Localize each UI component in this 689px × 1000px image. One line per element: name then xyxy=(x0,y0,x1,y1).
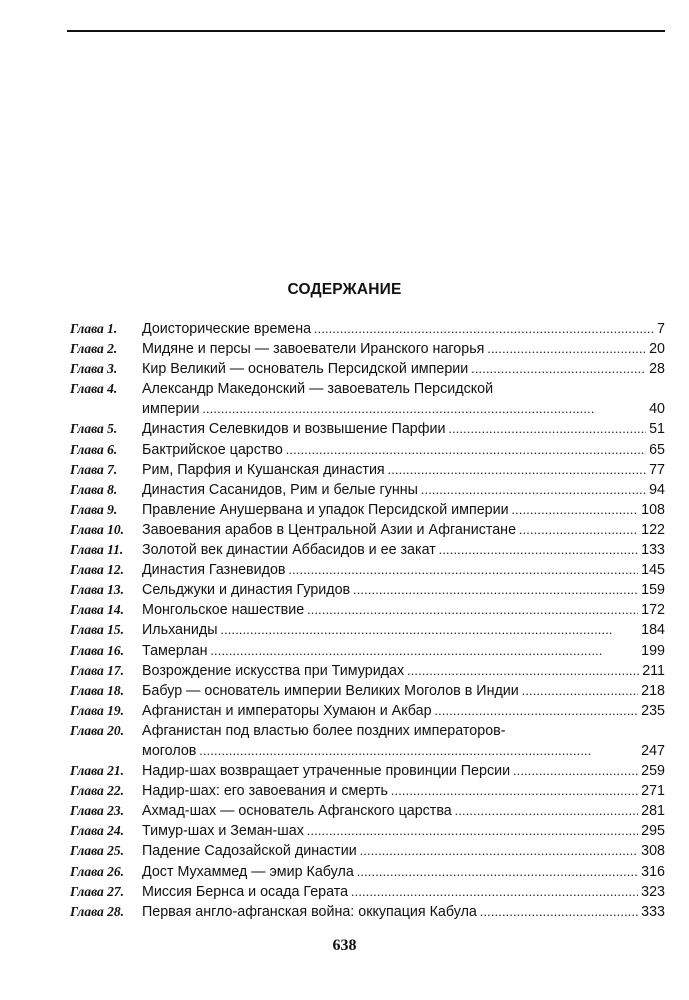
chapter-title: Дост Мухаммед — эмир Кабула xyxy=(142,863,354,880)
chapter-page-number: 323 xyxy=(641,883,665,900)
toc-entry xyxy=(70,841,665,861)
chapter-label: Глава 17. xyxy=(70,662,125,678)
chapter-label: Глава 13. xyxy=(70,582,125,598)
toc-entry-continuation xyxy=(70,741,665,761)
toc-entry xyxy=(70,440,665,460)
chapter-title: Афганистан и императоры Хумаюн и Акбар xyxy=(142,702,432,719)
toc-entry xyxy=(70,339,665,359)
chapter-title: Сельджуки и династия Гуридов xyxy=(142,582,351,599)
dot-leader xyxy=(407,661,639,681)
toc-entry xyxy=(70,359,665,379)
chapter-title: Александр Македонский — завоеватель Персидской xyxy=(142,381,494,398)
chapter-label: Глава 19. xyxy=(70,702,125,718)
chapter-page-number: 122 xyxy=(641,521,665,538)
chapter-label: Глава 16. xyxy=(70,642,125,658)
chapter-page-number: 20 xyxy=(649,341,665,358)
dot-leader xyxy=(391,781,638,801)
toc-entry xyxy=(70,540,665,560)
chapter-title: Тамерлан xyxy=(142,642,208,659)
chapter-label: Глава 26. xyxy=(70,863,125,879)
chapter-title: Династия Селевкидов и возвышение Парфии xyxy=(142,421,446,438)
toc-entry xyxy=(70,801,665,821)
chapter-label: Глава 4. xyxy=(70,381,118,397)
chapter-title: Бабур — основатель империи Великих Моголов в Индии xyxy=(142,682,519,699)
top-rule xyxy=(67,30,665,32)
toc-entry xyxy=(70,661,665,681)
chapter-title: Миссия Бернса и осада Герата xyxy=(142,883,349,900)
dot-leader xyxy=(353,580,638,600)
dot-leader xyxy=(421,480,646,500)
chapter-page-number: 295 xyxy=(641,823,665,840)
chapter-page-number: 271 xyxy=(641,783,665,800)
chapter-page-number: 211 xyxy=(642,662,665,679)
chapter-label: Глава 28. xyxy=(70,903,125,919)
chapter-page-number: 133 xyxy=(641,542,665,559)
chapter-label: Глава 21. xyxy=(70,763,125,779)
chapter-title-continuation: моголов xyxy=(142,742,197,759)
dot-leader xyxy=(307,600,638,620)
chapter-label: Глава 27. xyxy=(70,883,125,899)
chapter-title: Кир Великий — основатель Персидской империи xyxy=(142,361,469,378)
dot-leader xyxy=(357,862,638,882)
chapter-title: Ильханиды xyxy=(142,622,218,639)
toc-entry xyxy=(70,480,665,500)
chapter-page-number: 184 xyxy=(641,622,665,639)
chapter-label: Глава 23. xyxy=(70,803,125,819)
toc-entry-continuation xyxy=(70,399,665,419)
dot-leader xyxy=(388,460,646,480)
toc-entry xyxy=(70,319,665,339)
chapter-title: Надир-шах: его завоевания и смерть xyxy=(142,783,388,800)
chapter-label: Глава 12. xyxy=(70,562,125,578)
chapter-page-number: 172 xyxy=(641,602,665,619)
chapter-page-number: 108 xyxy=(641,501,665,518)
chapter-title: Правление Анушервана и упадок Персидской империи xyxy=(142,501,509,518)
chapter-page-number: 159 xyxy=(641,582,665,599)
toc-entry xyxy=(70,781,665,801)
chapter-title: Династия Сасанидов, Рим и белые гунны xyxy=(142,481,418,498)
chapter-page-number: 94 xyxy=(649,481,665,498)
dot-leader xyxy=(522,681,638,701)
chapter-page-number: 316 xyxy=(641,863,665,880)
toc-entry xyxy=(70,721,665,741)
chapter-title: Рим, Парфия и Кушанская династия xyxy=(142,461,385,478)
chapter-page-number: 40 xyxy=(649,401,665,418)
chapter-label: Глава 14. xyxy=(70,602,125,618)
dot-leader xyxy=(307,821,638,841)
toc-entry xyxy=(70,600,665,620)
toc-entry xyxy=(70,882,665,902)
chapter-title: Первая англо-афганская война: оккупация Кабула xyxy=(142,903,477,920)
chapter-title: Тимур-шах и Земан-шах xyxy=(142,823,304,840)
chapter-page-number: 259 xyxy=(641,763,665,780)
chapter-title-continuation: империи xyxy=(142,401,200,418)
toc-entry xyxy=(70,500,665,520)
chapter-page-number: 308 xyxy=(641,843,665,860)
dot-leader xyxy=(455,801,638,821)
chapter-title: Золотой век династии Аббасидов и ее закат xyxy=(142,542,436,559)
dot-leader xyxy=(439,540,638,560)
chapter-title: Доисторические времена xyxy=(142,321,312,337)
dot-leader xyxy=(480,902,638,922)
chapter-page-number: 77 xyxy=(649,461,665,478)
chapter-label: Глава 18. xyxy=(70,682,125,698)
dot-leader xyxy=(471,359,646,379)
chapter-label: Глава 1. xyxy=(70,321,118,336)
chapter-label: Глава 6. xyxy=(70,441,118,457)
chapter-page-number: 247 xyxy=(641,742,665,759)
dot-leader xyxy=(286,440,646,460)
chapter-title: Падение Садозайской династии xyxy=(142,843,357,860)
toc-entry xyxy=(70,419,665,439)
toc-entry xyxy=(70,520,665,540)
dot-leader xyxy=(199,741,638,761)
dot-leader xyxy=(202,399,646,419)
chapter-page-number: 145 xyxy=(641,562,665,579)
chapter-title: Мидяне и персы — завоеватели Иранского нагорья xyxy=(142,341,485,358)
chapter-label: Глава 24. xyxy=(70,823,125,839)
toc-entry xyxy=(70,902,665,922)
chapter-label: Глава 9. xyxy=(70,501,118,517)
table-of-contents xyxy=(70,319,665,922)
chapter-label: Глава 22. xyxy=(70,783,125,799)
dot-leader xyxy=(512,500,639,520)
chapter-label: Глава 5. xyxy=(70,421,118,437)
chapter-page-number: 7 xyxy=(657,321,665,337)
chapter-page-number: 281 xyxy=(641,803,665,820)
dot-leader xyxy=(314,319,654,339)
dot-leader xyxy=(487,339,646,359)
chapter-page-number: 65 xyxy=(649,441,665,458)
chapter-page-number: 218 xyxy=(641,682,665,699)
toc-entry xyxy=(70,821,665,841)
toc-entry xyxy=(70,761,665,781)
chapter-label: Глава 2. xyxy=(70,341,118,357)
chapter-page-number: 235 xyxy=(641,702,665,719)
chapter-title: Афганистан под властью более поздних императоров- xyxy=(142,722,506,739)
chapter-title: Династия Газневидов xyxy=(142,562,286,579)
toc-entry xyxy=(70,620,665,640)
dot-leader xyxy=(210,641,638,661)
chapter-page-number: 199 xyxy=(641,642,665,659)
toc-entry xyxy=(70,560,665,580)
toc-heading: СОДЕРЖАНИЕ xyxy=(287,281,402,298)
dot-leader xyxy=(448,419,646,439)
chapter-label: Глава 11. xyxy=(70,542,124,558)
chapter-title: Надир-шах возвращает утраченные провинции Персии xyxy=(142,763,511,780)
chapter-title: Ахмад-шах — основатель Афганского царства xyxy=(142,803,452,820)
chapter-title: Монгольское нашествие xyxy=(142,602,305,619)
chapter-page-number: 51 xyxy=(649,421,665,438)
toc-entry xyxy=(70,460,665,480)
dot-leader xyxy=(519,520,638,540)
chapter-label: Глава 8. xyxy=(70,481,118,497)
chapter-page-number: 333 xyxy=(641,903,665,920)
page-number: 638 xyxy=(332,937,357,954)
chapter-label: Глава 25. xyxy=(70,843,125,859)
toc-entry xyxy=(70,379,665,399)
chapter-label: Глава 3. xyxy=(70,361,118,377)
dot-leader xyxy=(289,560,639,580)
chapter-title: Завоевания арабов в Центральной Азии и Афганистане xyxy=(142,521,517,538)
toc-entry xyxy=(70,681,665,701)
chapter-title: Возрождение искусства при Тимуридах xyxy=(142,662,405,679)
dot-leader xyxy=(513,761,638,781)
toc-entry xyxy=(70,641,665,661)
chapter-label: Глава 7. xyxy=(70,461,118,477)
toc-entry xyxy=(70,862,665,882)
dot-leader xyxy=(435,701,639,721)
chapter-page-number: 28 xyxy=(649,361,665,378)
chapter-label: Глава 15. xyxy=(70,622,125,638)
toc-entry xyxy=(70,580,665,600)
dot-leader xyxy=(221,620,639,640)
toc-entry xyxy=(70,701,665,721)
dot-leader xyxy=(360,841,638,861)
dot-leader xyxy=(351,882,638,902)
chapter-label: Глава 10. xyxy=(70,521,125,537)
chapter-title: Бактрийское царство xyxy=(142,441,283,458)
chapter-label: Глава 20. xyxy=(70,722,125,738)
